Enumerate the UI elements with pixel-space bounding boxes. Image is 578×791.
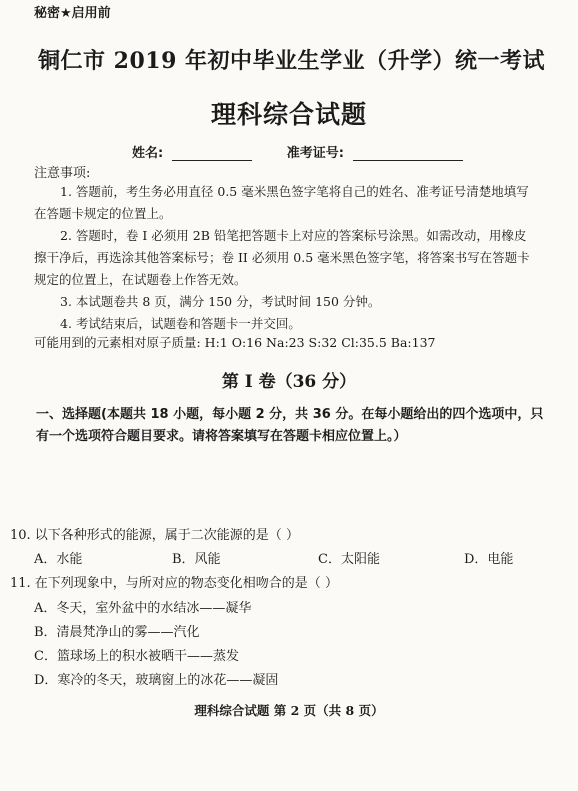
note-line: 1. 答题前，考生务必用直径 0.5 毫米黑色签字笔将自己的姓名、准考证号清楚地填写 [60,184,529,199]
note-line: 2. 答题时，卷 I 必须用 2B 铅笔把答题卡上对应的答案标号涂黑。如需改动，用橡皮 [60,228,527,243]
question-option: D．寒冷的冬天，玻璃窗上的冰花——凝固 [34,673,279,688]
confidential-label: 秘密★启用前 [34,6,111,21]
question-option: B．风能 [172,552,221,567]
page-footer: 理科综合试题 第 2 页（共 8 页） [194,703,384,718]
section-title: 第 I 卷（36 分） [221,372,357,392]
candidate-info-row [132,142,463,161]
note-line: 3. 本试题卷共 8 页，满分 150 分，考试时间 150 分钟。 [60,294,381,309]
question-stem: 10. 以下各种形式的能源，属于二次能源的是（ ） [10,528,299,543]
name-label: 姓名: [132,146,164,161]
question-option: D．电能 [464,552,514,567]
question-option: C．太阳能 [318,552,380,567]
name-blank [172,147,252,161]
question-option: A．冬天，室外盆中的水结冰——凝华 [34,601,252,616]
part-heading [36,404,556,448]
exam-id-label: 准考证号: [286,146,344,161]
note-line: 在答题卡规定的位置上。 [34,206,172,221]
exam-id-blank [353,147,463,161]
notes-heading: 注意事项: [34,166,91,181]
note-line: 擦干净后，再选涂其他答案标号；卷 II 必须用 0.5 毫米黑色签字笔，将答案书写在答题卡 [34,250,530,265]
question-stem: 11. 在下列现象中，与所对应的物态变化相吻合的是（ ） [10,576,338,591]
atomic-masses: 可能用到的元素相对原子质量: H:1 O:16 Na:23 S:32 Cl:35.5 Ba:137 [34,335,436,350]
question-option: B．清晨梵净山的雾——汽化 [34,625,200,640]
note-line: 4. 考试结束后，试题卷和答题卡一并交回。 [60,316,301,331]
part-heading-text: 一、选择题(本题共 18 小题，每小题 2 分，共 36 分。在每小题给出的四个选项中，只有一个选项符合题目要求。请将答案填写在答题卡相应位置上。） [36,407,544,444]
note-line: 规定的位置上，在试题卷上作答无效。 [34,272,247,287]
question-option: A．水能 [34,552,83,567]
question-option: C．篮球场上的积水被晒干——蒸发 [34,649,239,664]
paper-title: 理科综合试题 [210,100,367,129]
exam-title: 铜仁市 2019 年初中毕业生学业（升学）统一考试 [38,48,546,74]
